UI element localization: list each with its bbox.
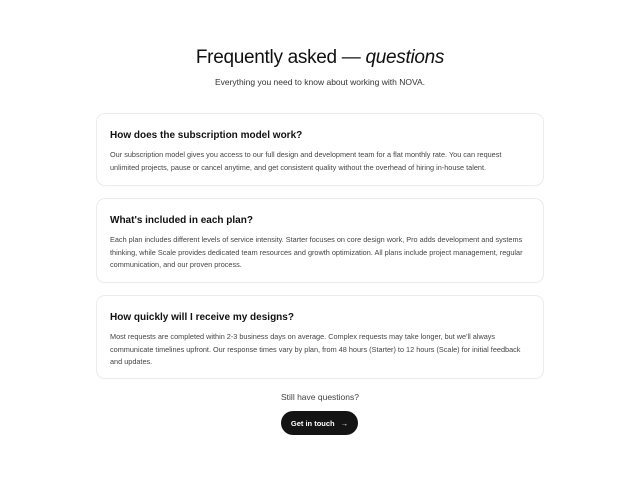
faq-answer: Each plan includes different levels of service intensity. Starter focuses on core design work, Pro adds development and systems thinking, while Scale provides dedicated team resources and growth optimization. All plans include project management, regular communication, and our proven process.: [110, 235, 523, 269]
title-main: Frequently asked —: [195, 47, 366, 68]
faq-question: How does the subscription model work?: [110, 130, 303, 141]
faq-answer: Most requests are completed within 2-3 business days on average. Complex requests may take longer, but we'll always communicate timelines upfront. Our response times vary by plan, from 48 hours (Starter) to 12 hours (Scale) for initial feedback and updates.: [110, 332, 521, 366]
faq-question: How quickly will I receive my designs?: [110, 312, 294, 323]
faq-item[interactable]: [96, 113, 544, 186]
still-have-questions: Still have questions?: [281, 392, 359, 402]
faq-question: What's included in each plan?: [110, 215, 253, 226]
arrow-right-icon: →: [340, 418, 349, 428]
title-emphasis: questions: [365, 47, 445, 68]
faq-answer: Our subscription model gives you access to our full design and development team for a flat monthly rate. You can request unlimited projects, pause or cancel anytime, and get consistent quality without the overhead of hiring in-house talent.: [110, 150, 502, 172]
page-title: [0, 47, 640, 69]
faq-item[interactable]: [96, 295, 544, 379]
faq-item[interactable]: [96, 198, 544, 283]
get-in-touch-button[interactable]: [281, 411, 358, 435]
page-subtitle: Everything you need to know about working with NOVA.: [214, 77, 426, 87]
button-label: Get in touch: [290, 418, 335, 428]
